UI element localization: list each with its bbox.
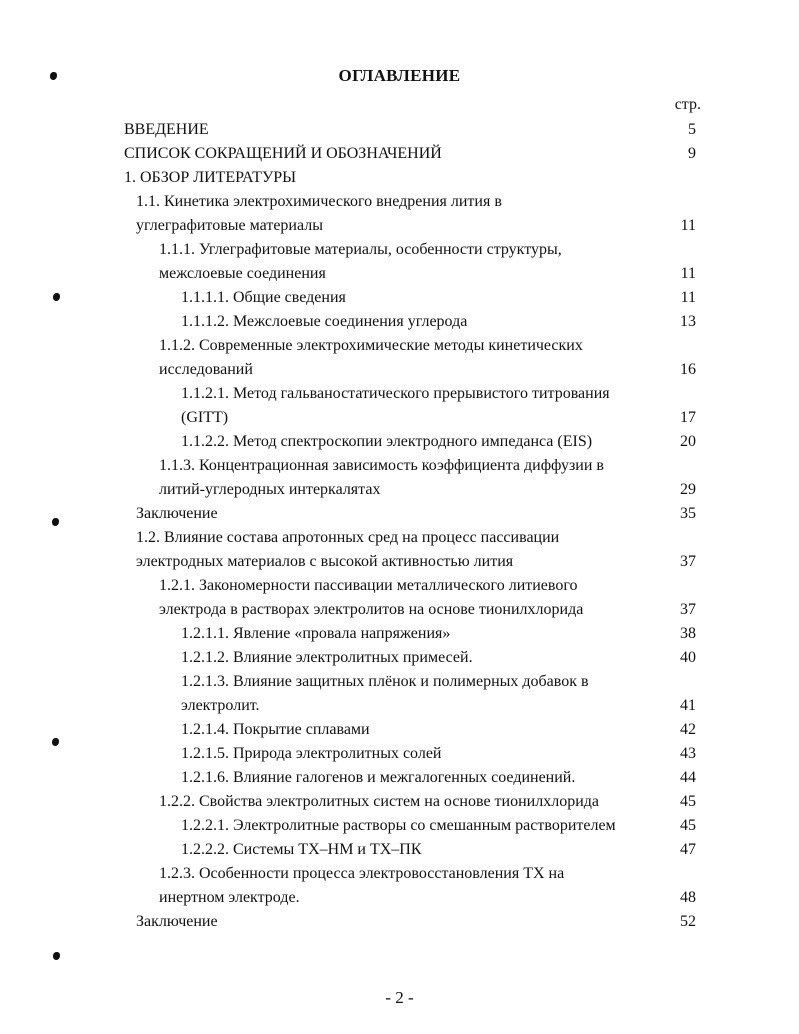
toc-entry-text: 1.1.2. Современные электрохимические методы кинетических	[159, 337, 583, 354]
toc-entry-text: углеграфитовые материалы	[136, 217, 323, 234]
toc-entry	[0, 118, 799, 142]
scan-speck	[53, 952, 60, 960]
toc-entry	[0, 214, 799, 238]
toc-entry	[0, 238, 799, 262]
toc-entry-page: 43	[680, 745, 696, 762]
toc-entry	[0, 862, 799, 886]
toc-entry	[0, 766, 799, 790]
toc-entry	[0, 742, 799, 766]
page-column-header: стр.	[674, 96, 701, 113]
toc-entry-page: 47	[680, 841, 696, 858]
toc-entry	[0, 814, 799, 838]
toc-entry-text: исследований	[159, 361, 253, 378]
toc-entry-text: 1.2.1.1. Явление «провала напряжения»	[181, 625, 451, 642]
toc-entry	[0, 406, 799, 430]
toc-entry-text: 1.2. Влияние состава апротонных сред на процесс пассивации	[136, 529, 560, 546]
toc-entry-text: 1.2.2. Свойства электролитных систем на основе тионилхлорида	[159, 793, 599, 810]
toc-entry	[0, 166, 799, 190]
toc-entry-page: 11	[680, 217, 696, 234]
toc-entry-page: 38	[680, 625, 696, 642]
toc-entry-page: 40	[680, 649, 696, 666]
toc-entry-text: Заключение	[136, 505, 218, 522]
toc-entry-text: (GITT)	[181, 409, 229, 426]
toc-entry-page: 41	[680, 697, 696, 714]
toc-entry-page: 45	[680, 817, 696, 834]
toc-entry-text: электродных материалов с высокой активностью лития	[136, 553, 514, 570]
toc-entry-page: 11	[680, 265, 696, 282]
toc-entry-text: Заключение	[136, 913, 218, 930]
toc-entry-text: 1.2.3. Особенности процесса электровосстановления ТХ на	[159, 865, 565, 882]
toc-entry-page: 5	[688, 121, 696, 138]
toc-entry	[0, 358, 799, 382]
toc-entry	[0, 574, 799, 598]
toc-entry	[0, 310, 799, 334]
toc-entry-text: 1.2.1.6. Влияние галогенов и межгалогенных соединений.	[181, 769, 576, 786]
table-of-contents	[0, 118, 799, 934]
toc-entry-page: 42	[680, 721, 696, 738]
toc-entry-text: 1.1.3. Концентрационная зависимость коэффициента диффузии в	[159, 457, 604, 474]
toc-entry	[0, 334, 799, 358]
toc-entry	[0, 694, 799, 718]
toc-entry-text: 1.1.2.2. Метод спектроскопии электродного импеданса (EIS)	[181, 433, 593, 450]
page-number-footer: - 2 -	[385, 988, 414, 1007]
toc-entry-text: 1.1.1. Углеграфитовые материалы, особенности структуры,	[159, 241, 562, 258]
toc-entry-text: 1.1.1.1. Общие сведения	[181, 289, 346, 306]
toc-entry	[0, 142, 799, 166]
toc-entry	[0, 430, 799, 454]
toc-entry	[0, 790, 799, 814]
toc-entry	[0, 598, 799, 622]
toc-entry	[0, 622, 799, 646]
toc-entry-page: 35	[680, 505, 696, 522]
toc-entry-text: 1.2.2.1. Электролитные растворы со смешанным растворителем	[181, 817, 616, 834]
toc-entry	[0, 262, 799, 286]
toc-entry	[0, 910, 799, 934]
toc-entry	[0, 478, 799, 502]
toc-entry-page: 20	[680, 433, 696, 450]
toc-entry	[0, 286, 799, 310]
toc-entry-page: 37	[680, 553, 696, 570]
toc-entry-page: 52	[680, 913, 696, 930]
toc-entry-text: 1. ОБЗОР ЛИТЕРАТУРЫ	[124, 169, 297, 186]
toc-entry-text: 1.2.2.2. Системы ТХ–НМ и ТХ–ПК	[181, 841, 422, 858]
toc-entry-text: 1.1.1.2. Межслоевые соединения углерода	[181, 313, 468, 330]
toc-entry-text: 1.2.1.4. Покрытие сплавами	[181, 721, 370, 738]
toc-entry-text: 1.2.1. Закономерности пассивации металлического литиевого	[159, 577, 578, 594]
toc-title: ОГЛАВЛЕНИЕ	[338, 66, 461, 85]
toc-entry-text: электрода в растворах электролитов на основе тионилхлорида	[159, 601, 584, 618]
toc-entry-text: межслоевые соединения	[159, 265, 326, 282]
toc-entry-page: 16	[680, 361, 696, 378]
toc-entry-text: инертном электроде.	[159, 889, 300, 906]
toc-entry-text: литий-углеродных интеркалятах	[159, 481, 381, 498]
toc-entry-page: 17	[680, 409, 696, 426]
toc-entry-text: электролит.	[181, 697, 260, 714]
toc-entry-page: 45	[680, 793, 696, 810]
toc-entry	[0, 526, 799, 550]
toc-entry-page: 13	[680, 313, 696, 330]
toc-entry-text: 1.2.1.2. Влияние электролитных примесей.	[181, 649, 473, 666]
toc-entry-page: 11	[680, 289, 696, 306]
toc-entry-text: 1.2.1.5. Природа электролитных солей	[181, 745, 442, 762]
toc-entry-page: 37	[680, 601, 696, 618]
toc-entry-text: ВВЕДЕНИЕ	[124, 121, 209, 138]
toc-entry-text: 1.1. Кинетика электрохимического внедрения лития в	[136, 193, 502, 210]
toc-entry-page: 29	[680, 481, 696, 498]
toc-entry-page: 48	[680, 889, 696, 906]
toc-entry-text: СПИСОК СОКРАЩЕНИЙ И ОБОЗНАЧЕНИЙ	[124, 145, 442, 162]
toc-entry	[0, 550, 799, 574]
toc-entry-text: 1.1.2.1. Метод гальваностатического прерывистого титрования	[181, 385, 610, 402]
toc-entry	[0, 838, 799, 862]
toc-entry-page: 44	[680, 769, 696, 786]
toc-entry	[0, 886, 799, 910]
toc-entry	[0, 190, 799, 214]
toc-entry-text: 1.2.1.3. Влияние защитных плёнок и полимерных добавок в	[181, 673, 589, 690]
toc-entry	[0, 718, 799, 742]
toc-entry	[0, 670, 799, 694]
toc-entry	[0, 646, 799, 670]
toc-entry	[0, 502, 799, 526]
toc-entry	[0, 454, 799, 478]
toc-entry	[0, 382, 799, 406]
toc-entry-page: 9	[688, 145, 696, 162]
